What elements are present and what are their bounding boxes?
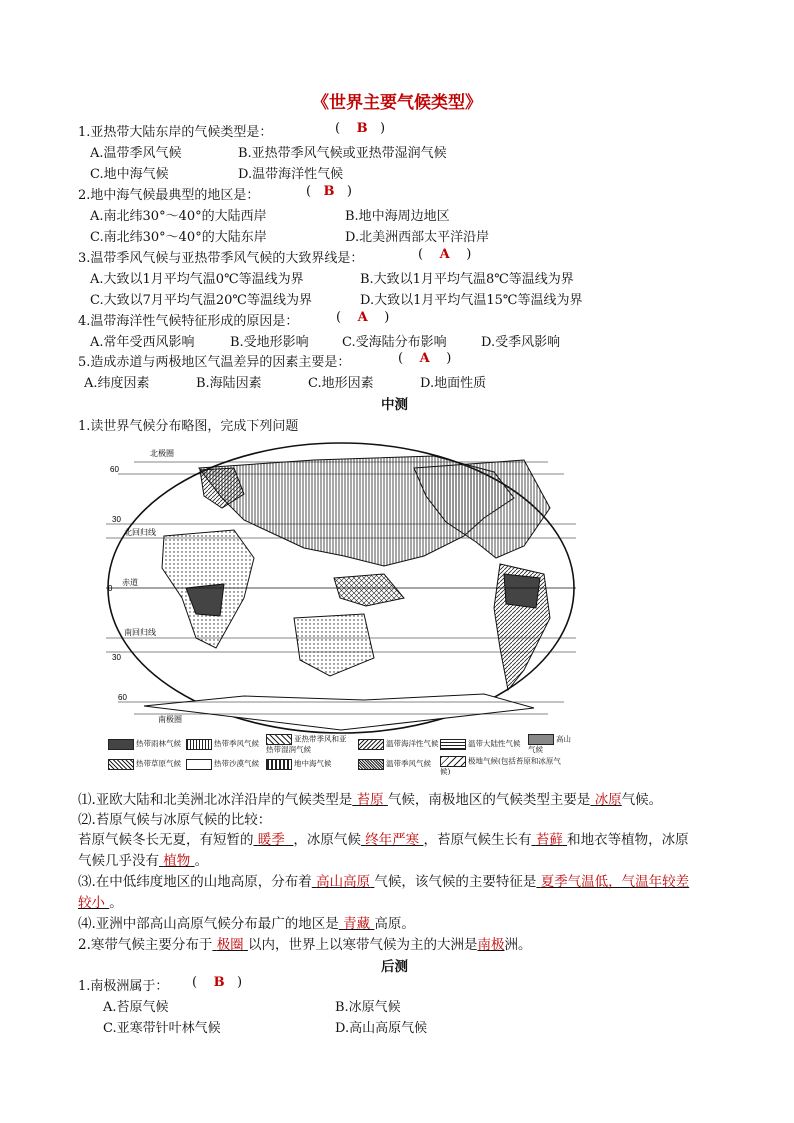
post-q1-option-b: B.冰原气候 <box>335 1000 401 1015</box>
legend-item: 热带雨林气候 <box>108 738 181 750</box>
q2-option-a: A.南北纬30°～40°的大陆西岸 <box>90 209 267 224</box>
legend-item: 热带草原气候 <box>108 758 181 770</box>
post-q1-option-c: C.亚寒带针叶林气候 <box>103 1021 221 1036</box>
post-q1-stem: 1.南极洲属于： <box>78 979 169 994</box>
legend-item: 热带沙漠气候 <box>186 758 259 770</box>
q1-option-b: B.亚热带季风气候或亚热带湿润气候 <box>238 146 447 161</box>
q4-option-c: C.受海陆分布影响 <box>342 335 447 350</box>
post-q1-answer-paren: ( B ) <box>192 975 243 990</box>
q3-answer-paren: ( A ) <box>418 247 472 262</box>
label-60s: 60 <box>118 693 127 702</box>
legend-item: 亚热带季风和亚热带湿润气候 <box>266 734 347 754</box>
mid-p4: ⑷.亚洲中部高山高原气候分布最广的地区是 青藏 高原。 <box>78 916 415 932</box>
mid-q1-stem: 1.读世界气候分布略图，完成下列问题 <box>78 419 299 434</box>
amazon <box>504 574 540 608</box>
mid-p1: ⑴.亚欧大陆和北美洲北冰洋沿岸的气候类型是 苔原 气候，南极地区的气候类型主要是 冰原气候。 <box>78 792 663 808</box>
q5-option-b: B.海陆因素 <box>196 376 262 391</box>
q4-option-a: A.常年受西风影响 <box>90 335 195 350</box>
q3-option-c: C.大致以7月平均气温20℃等温线为界 <box>90 293 312 308</box>
mid-p3-line1: ⑶.在中低纬度地区的山地高原，分布着 高山高原 气候，该气候的主要特征是 夏季气温低，气温年较差 <box>78 874 690 890</box>
mid-p3-line2: 较小 。 <box>78 895 123 911</box>
q4-answer: A <box>357 310 368 325</box>
legend-item: 温带海洋性气候 <box>358 738 439 750</box>
q5-answer: A <box>419 351 430 366</box>
q3-stem: 3.温带季风气候与亚热带季风气候的大致界线是： <box>78 251 364 266</box>
q4-stem: 4.温带海洋性气候特征形成的原因是： <box>78 314 299 329</box>
world-climate-map <box>104 438 578 738</box>
mid-p2-line1: 苔原气候冬长无夏，有短暂的 暖季 ，冰原气候 终年严寒 ，苔原气候生长有 苔藓 和地衣等植物，冰原 <box>78 832 689 848</box>
post-q1-option-a: A.苔原气候 <box>103 1000 169 1015</box>
label-30n: 30 <box>112 515 121 524</box>
q1-option-a: A.温带季风气候 <box>90 146 182 161</box>
legend-item: 极地气候(包括苔原和冰原气候) <box>440 756 561 776</box>
mid-p2-title: ⑵.苔原气候与冰原气候的比较： <box>78 812 272 828</box>
q4-answer-paren: ( A ) <box>336 310 390 325</box>
label-tropic-n: 北回归线 <box>124 528 156 537</box>
label-60n: 60 <box>110 465 119 474</box>
q1-stem: 1.亚热带大陆东岸的气候类型是： <box>78 125 273 140</box>
label-30s: 30 <box>112 653 121 662</box>
mid-header: 中测 <box>381 397 408 413</box>
q3-option-b: B.大致以1月平均气温8℃等温线为界 <box>360 272 574 287</box>
q5-stem: 5.造成赤道与两极地区气温差异的因素主要是： <box>78 355 351 370</box>
legend-item: 温带季风气候 <box>358 758 431 770</box>
q2-option-c: C.南北纬30°～40°的大陆东岸 <box>90 230 267 245</box>
q5-option-c: C.地形因素 <box>308 376 374 391</box>
q2-answer: B <box>323 184 335 199</box>
q2-answer-paren: ( B ) <box>306 184 352 199</box>
q1-option-d: D.温带海洋性气候 <box>238 167 344 182</box>
q3-option-a: A.大致以1月平均气温0℃等温线为界 <box>90 272 304 287</box>
post-q1-answer: B <box>213 975 225 990</box>
post-header: 后测 <box>381 959 408 975</box>
q5-option-a: A.纬度因素 <box>84 376 150 391</box>
legend-item: 地中海气候 <box>266 758 332 770</box>
q1-option-c: C.地中海气候 <box>90 167 169 182</box>
label-antarctic: 南极圈 <box>158 715 182 724</box>
q3-answer: A <box>439 247 450 262</box>
q2-option-d: D.北美洲西部太平洋沿岸 <box>345 230 490 245</box>
q3-option-d: D.大致以1月平均气温15℃等温线为界 <box>360 293 583 308</box>
q1-answer-paren: ( B ) <box>335 121 386 136</box>
q5-option-d: D.地面性质 <box>420 376 487 391</box>
legend-item: 高山气候 <box>528 734 571 754</box>
post-q1-option-d: D.高山高原气候 <box>335 1021 428 1036</box>
q1-answer: B <box>356 121 368 136</box>
label-equator: 赤道 <box>122 578 138 587</box>
legend-item: 热带季风气候 <box>186 738 259 750</box>
q2-option-b: B.地中海周边地区 <box>345 209 450 224</box>
label-equator-0: 0 <box>108 584 113 593</box>
q4-option-d: D.受季风影响 <box>481 335 561 350</box>
label-arctic: 北极圈 <box>150 449 174 458</box>
q5-answer-paren: ( A ) <box>398 351 452 366</box>
page-title: 《世界主要气候类型》 <box>312 93 482 113</box>
mid-q2: 2.寒带气候主要分布于 极圈 以内，世界上以寒带气候为主的大洲是南极洲。 <box>78 937 532 953</box>
label-tropic-s: 南回归线 <box>124 628 156 637</box>
q2-stem: 2.地中海气候最典型的地区是： <box>78 188 260 203</box>
q4-option-b: B.受地形影响 <box>230 335 309 350</box>
mid-p2-line2: 气候几乎没有 植物 。 <box>78 853 209 869</box>
legend-item: 温带大陆性气候 <box>440 738 521 750</box>
